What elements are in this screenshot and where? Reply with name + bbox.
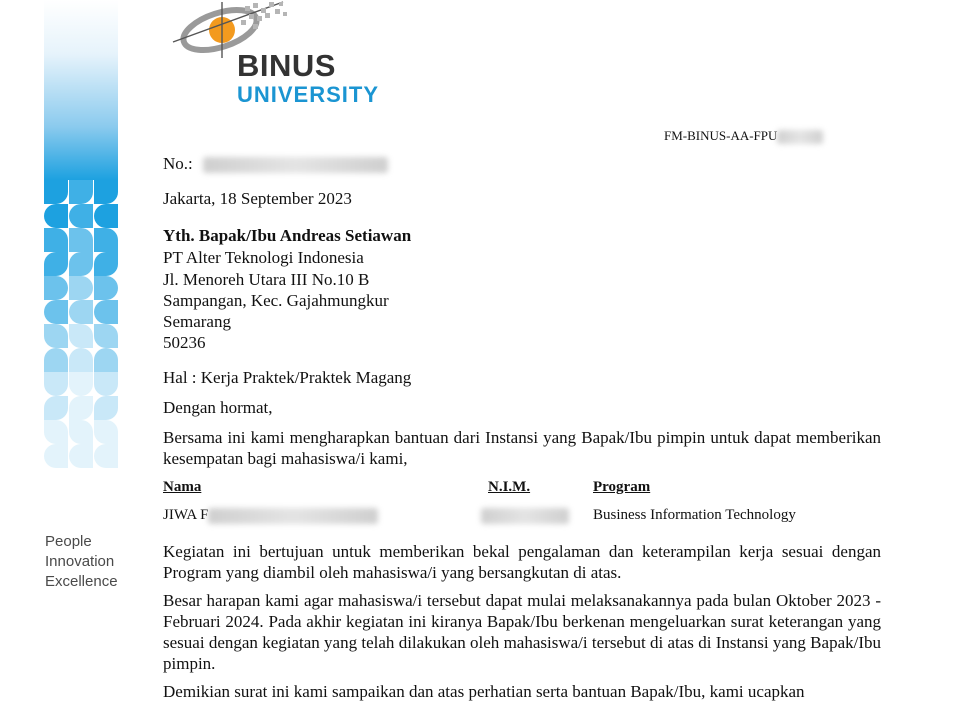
logo-subtitle: UNIVERSITY [237, 82, 380, 107]
strip-tile [44, 204, 68, 228]
recipient-district: Sampangan, Kec. Gajahmungkur [163, 291, 389, 310]
strip-tile [69, 372, 93, 396]
strip-tile [94, 324, 118, 348]
purpose-paragraph: Kegiatan ini bertujuan untuk memberikan bekal pengalaman dan keterampilan kerja sesuai dengan Program yang diambil oleh mahasiswa/i yang bersangkutan di atas. [163, 542, 881, 582]
strip-tile [94, 420, 118, 444]
student-name: JIWA F [163, 507, 209, 523]
recipient-city: Semarang [163, 312, 231, 331]
strip-tile [69, 348, 93, 372]
strip-tile [94, 276, 118, 300]
redacted-letter-number [203, 157, 388, 173]
letter-subject: Hal : Kerja Praktek/Praktek Magang [163, 368, 412, 387]
number-label: No.: [163, 154, 193, 173]
strip-tile [44, 228, 68, 252]
strip-tile [69, 276, 93, 300]
strip-tile [44, 420, 68, 444]
strip-tile [94, 252, 118, 276]
strip-tile [44, 252, 68, 276]
strip-tile [44, 300, 68, 324]
redacted-student-nim [481, 508, 569, 524]
binus-logo [165, 0, 405, 110]
table-header-program: Program [593, 479, 651, 495]
strip-tile [69, 180, 93, 204]
tagline-line: Excellence [45, 573, 118, 590]
letter-greeting: Dengan hormat, [163, 398, 273, 417]
strip-tile [94, 444, 118, 468]
logo-wordmark: BINUS [237, 48, 336, 83]
strip-tile [44, 444, 68, 468]
letter-number [163, 153, 388, 174]
redacted-form-suffix [777, 130, 823, 144]
student-program: Business Information Technology [593, 507, 796, 523]
strip-tile [69, 324, 93, 348]
recipient-name: Yth. Bapak/Ibu Andreas Setiawan [163, 226, 412, 245]
strip-tile [44, 348, 68, 372]
strip-tile [44, 372, 68, 396]
redacted-student-name [208, 508, 378, 524]
brand-side-strip [44, 0, 118, 470]
student-nim-cell [481, 507, 569, 524]
student-name-cell [163, 507, 378, 524]
closing-paragraph: Demikian surat ini kami sampaikan dan atas perhatian serta bantuan Bapak/Ibu, kami ucapkan [163, 682, 805, 701]
strip-tile [69, 228, 93, 252]
strip-tile [69, 204, 93, 228]
tagline-line: Innovation [45, 553, 115, 570]
tagline-line: People [45, 533, 92, 550]
strip-tile [94, 204, 118, 228]
strip-gradient [44, 0, 118, 180]
strip-tile [94, 348, 118, 372]
strip-tile [44, 180, 68, 204]
strip-tile [69, 444, 93, 468]
strip-tile [69, 300, 93, 324]
strip-tile [44, 276, 68, 300]
strip-tile [69, 396, 93, 420]
strip-tile-pattern [44, 180, 118, 470]
strip-tile [94, 396, 118, 420]
brand-tagline [45, 532, 118, 592]
strip-tile [44, 396, 68, 420]
form-code [664, 128, 823, 144]
recipient-street: Jl. Menoreh Utara III No.10 B [163, 270, 370, 289]
place-date: Jakarta, 18 September 2023 [163, 189, 352, 208]
strip-tile [94, 228, 118, 252]
strip-tile [94, 180, 118, 204]
strip-tile [94, 300, 118, 324]
intro-paragraph: Bersama ini kami mengharapkan bantuan dari Instansi yang Bapak/Ibu pimpin untuk dapat memberikan kesempatan bagi mahasiswa/i kami, [163, 428, 881, 468]
table-header-nim: N.I.M. [488, 479, 531, 495]
table-header-name: Nama [163, 479, 202, 495]
strip-tile [69, 252, 93, 276]
recipient-company: PT Alter Teknologi Indonesia [163, 248, 364, 267]
strip-tile [69, 420, 93, 444]
strip-tile [94, 372, 118, 396]
schedule-paragraph: Besar harapan kami agar mahasiswa/i tersebut dapat mulai melaksanakannya pada bulan Oktober 2023 - Februari 2024. Pada akhir kegiatan ini kiranya Bapak/Ibu berkenan mengeluarkan surat keterangan yang sesuai dengan kegiatan yang telah dilakukan oleh mahasiswa/i tersebut di atas di Instansi yang Bapak/Ibu pimpin. [163, 591, 881, 673]
recipient-postal: 50236 [163, 333, 206, 352]
form-code-text: FM-BINUS-AA-FPU [664, 128, 778, 143]
strip-tile [44, 324, 68, 348]
